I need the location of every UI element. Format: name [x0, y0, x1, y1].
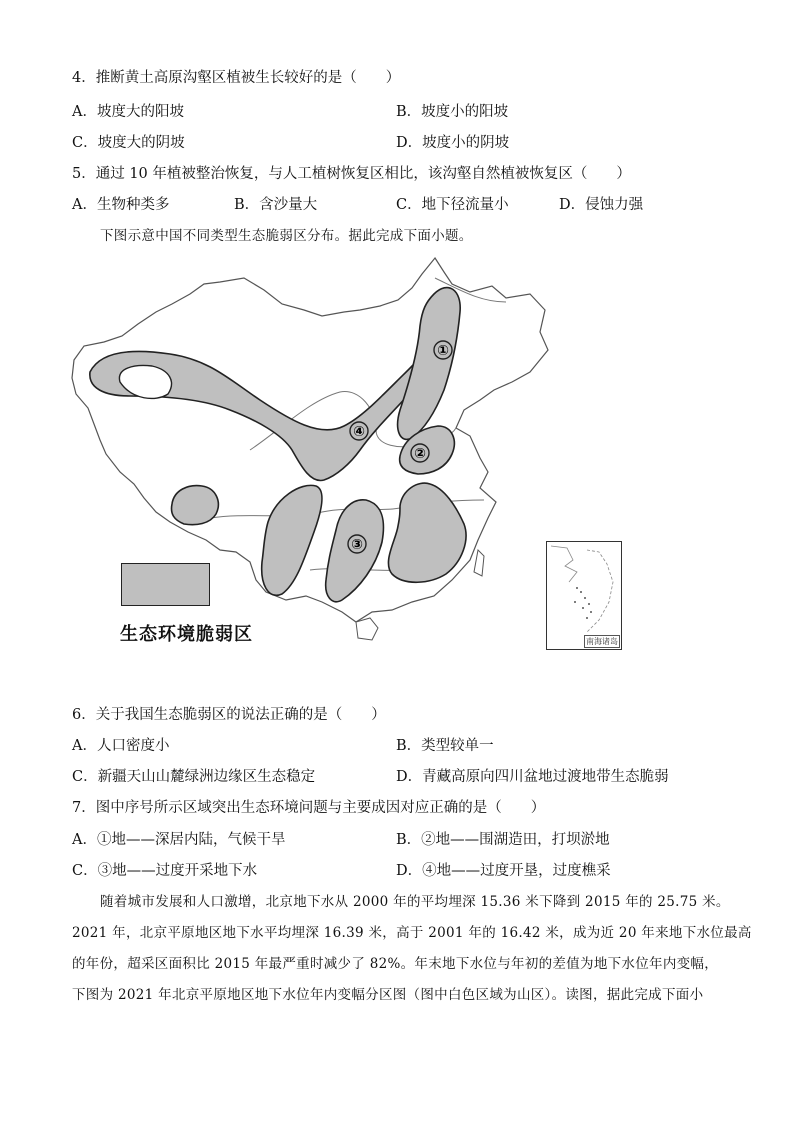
passage-line-3: 的年份，超采区面积比 2015 年最严重时减少了 82%。年末地下水位与年初的差值为地下水位年内变幅， — [72, 956, 719, 972]
question-5-option-a[interactable]: A．生物种类多 — [72, 197, 170, 213]
question-6-option-a[interactable]: A．人口密度小 — [72, 738, 170, 754]
question-4-option-a[interactable]: A．坡度大的阳坡 — [72, 104, 184, 120]
hainan-outline — [356, 618, 378, 640]
inset-label: 南海诸岛 — [586, 637, 618, 646]
south-china-sea-inset — [546, 541, 622, 650]
question-4-option-d[interactable]: D．坡度小的阴坡 — [396, 135, 510, 151]
legend-label: 生态环境脆弱区 — [120, 624, 253, 645]
question-4-option-b[interactable]: B．坡度小的阳坡 — [396, 104, 509, 120]
question-7-option-b[interactable]: B．②地——围湖造田，打坝淤地 — [396, 832, 610, 848]
question-5-stem: 5．通过 10 年植被整治恢复，与人工植树恢复区相比，该沟壑自然植被恢复区（ ） — [72, 166, 631, 182]
passage-line-4: 下图为 2021 年北京平原地区地下水位年内变幅分区图（图中白色区域为山区）。读图，据此完成下面小 — [72, 987, 704, 1003]
question-6-stem: 6．关于我国生态脆弱区的说法正确的是（ ） — [72, 707, 386, 723]
question-7-stem: 7．图中序号所示区域突出生态环境问题与主要成因对应正确的是（ ） — [72, 800, 546, 816]
map-intro: 下图示意中国不同类型生态脆弱区分布。据此完成下面小题。 — [100, 228, 473, 244]
passage-line-2: 2021 年，北京平原地区地下水平均埋深 16.39 米，高于 2001 年的 16.42 米，成为近 20 年来地下水位最高 — [72, 925, 752, 941]
region-label-3-text: ③ — [351, 537, 363, 553]
region-label-2-text: ② — [414, 446, 426, 462]
question-6-option-d[interactable]: D．青藏高原向四川盆地过渡地带生态脆弱 — [396, 769, 669, 785]
question-5-option-c[interactable]: C．地下径流量小 — [396, 197, 509, 213]
question-6-option-b[interactable]: B．类型较单一 — [396, 738, 494, 754]
question-5-option-d[interactable]: D．侵蚀力强 — [559, 197, 644, 213]
question-4-stem: 4．推断黄土高原沟壑区植被生长较好的是（ ） — [72, 70, 401, 86]
question-4-option-c[interactable]: C．坡度大的阴坡 — [72, 135, 185, 151]
legend-swatch — [121, 563, 210, 606]
region-label-1-text: ① — [437, 343, 449, 359]
passage-line-1: 随着城市发展和人口激增，北京地下水从 2000 年的平均埋深 15.36 米下降到 2015 年的 25.75 米。 — [100, 894, 730, 910]
region-label-4-text: ④ — [353, 424, 365, 440]
question-6-option-c[interactable]: C．新疆天山山麓绿洲边缘区生态稳定 — [72, 769, 316, 785]
question-5-option-b[interactable]: B．含沙量大 — [234, 197, 318, 213]
question-7-option-d[interactable]: D．④地——过度开垦，过度樵采 — [396, 863, 611, 879]
taiwan-outline — [474, 550, 484, 576]
question-7-option-c[interactable]: C．③地——过度开采地下水 — [72, 863, 258, 879]
region-tibet — [172, 486, 219, 525]
south-china-sea-islands — [547, 542, 621, 649]
question-7-option-a[interactable]: A．①地——深居内陆，气候干旱 — [72, 832, 286, 848]
